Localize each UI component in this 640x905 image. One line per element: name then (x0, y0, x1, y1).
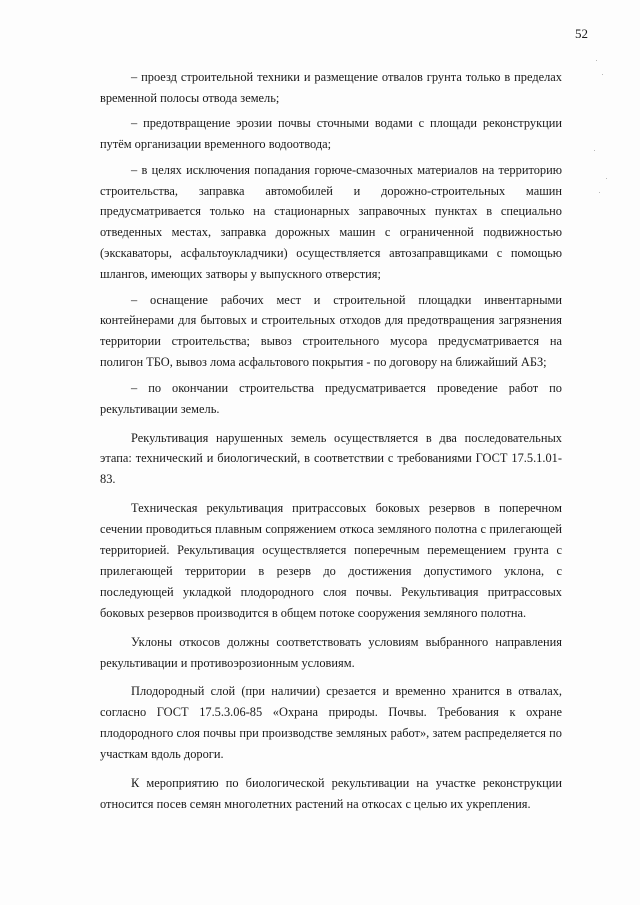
paragraph: – проезд строительной техники и размещение отвалов грунта только в пределах временной полосы отвода земель; (100, 70, 562, 105)
paragraph: Рекультивация нарушенных земель осуществляется в два последовательных этапа: технический и биологический, в соответствии с требованиями ГОСТ 17.5.1.01-83. (100, 430, 562, 487)
paragraph: – в целях исключения попадания горюче-смазочных материалов на территорию строительства, заправка автомобилей и дорожно-строительных машин предусматривается только на стационарных заправочных пунктах в специально отведенных местах, заправка дорожных машин с ограниченной подвижностью (экскаваторы, асфальтоукладчики) осуществляется автозаправщиками с помощью шлангов, имеющих затворы у выпускного отверстия; (100, 162, 562, 282)
scan-artifact (596, 60, 597, 61)
scan-artifact (599, 192, 600, 193)
paragraph: Уклоны откосов должны соответствовать условиям выбранного направления рекультивации и противоэрозионным условиям. (100, 634, 562, 670)
paragraph: Плодородный слой (при наличии) срезается и временно хранится в отвалах, согласно ГОСТ 17.5.3.06-85 «Охрана природы. Почвы. Требования к охране плодородного слоя почвы при производстве земляных работ», затем распределяется по участкам вдоль дороги. (100, 684, 562, 762)
scan-artifact (606, 178, 607, 179)
scan-artifact (594, 150, 595, 151)
paragraph: – оснащение рабочих мест и строительной площадки инвентарными контейнерами для бытовых и строительных отходов для предотвращения загрязнения территории строительства; вывоз строительного мусора предусматривается на полигон ТБО, вывоз лома асфальтового покрытия - по договору на ближайший АБЗ; (100, 292, 562, 370)
scan-artifact (602, 74, 603, 75)
paragraph: Техническая рекультивация притрассовых боковых резервов в поперечном сечении проводиться плавным сопряжением откоса земляного полотна с прилегающей территорией. Рекультивация осуществляется поперечным перемещением грунта с прилегающей территории в резерв до достижения допустимого уклона, с последующей укладкой плодородного слоя почвы. Рекультивация притрассовых боковых резервов производится в общем потоке сооружения земляного полотна. (100, 501, 562, 620)
paragraph: – предотвращение эрозии почвы сточными водами с площади реконструкции путём организации временного водоотвода; (100, 116, 562, 152)
paragraph: К мероприятию по биологической рекультивации на участке реконструкции относится посев семян многолетних растений на откосах с целью их укрепления. (100, 776, 562, 811)
page-number: 52 (575, 26, 588, 41)
paragraph: – по окончании строительства предусматривается проведение работ по рекультивации земель. (100, 380, 562, 416)
document-body (100, 67, 562, 819)
